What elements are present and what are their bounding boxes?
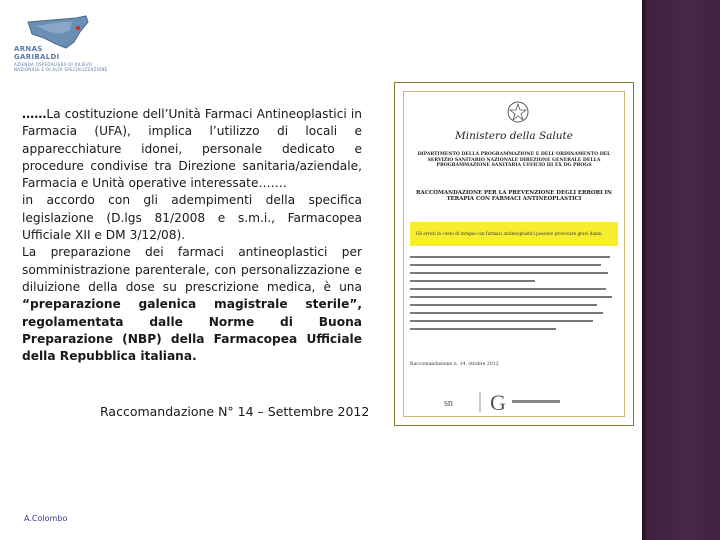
document-title: RACCOMANDAZIONE PER LA PREVENZIONE DEGLI ERRORI IN TERAPIA CON FARMACI ANTINEOPLASTICI (416, 190, 612, 203)
document-body-lines (410, 256, 618, 336)
italian-republic-emblem-icon (506, 100, 530, 124)
recommendation-caption: Raccomandazione N° 14 – Settembre 2012 (100, 404, 370, 419)
recommendation-document-image (394, 82, 634, 426)
document-highlight-bar: Gli errori in corso di terapia con farmaci antineoplastici possono provocare gravi danni (410, 222, 618, 246)
svg-text:sn: sn (444, 398, 453, 409)
svg-text:G: G (490, 390, 506, 414)
author-footer: A.Colombo (24, 514, 68, 523)
decorative-side-panel (642, 0, 720, 540)
paragraph-preparation-bold: “preparazione galenica magistrale sterile”, regolamentata dalle Norme di Buona Preparazione (NBP) della Farmacopea Ufficiale della Repubblica italiana. (22, 297, 362, 364)
document-footer-logos-icon (444, 390, 624, 414)
main-body-text (22, 106, 362, 365)
document-page (403, 91, 625, 417)
side-panel-edge (642, 0, 645, 540)
paragraph-ufa-text: La costituzione dell’Unità Farmaci Antineoplastici in Farmacia (UFA), implica l’utilizzo di locali e apparecchiature idonei, personale dedicato e procedure condivise tra Direzione sanitaria/aziendale, Farmacia e Unità operative interessate……. (22, 107, 362, 191)
arnas-garibaldi-logo (14, 12, 106, 72)
document-ministry-heading: Ministero della Salute (455, 130, 573, 142)
paragraph-preparation-text: La preparazione dei farmaci antineoplastici per somministrazione parenterale, con personalizzazione e diluizione della dose su prescrizione medica, è una (22, 245, 362, 294)
paragraph-ufa (22, 106, 362, 192)
logo-text-arnas: ARNAS (14, 45, 43, 53)
document-date: Raccomandazione n. 14, ottobre 2012 (410, 362, 499, 367)
paragraph-legislation: in accordo con gli adempimenti della specifica legislazione (D.lgs 81/2008 e s.m.i., Farmacopea Ufficiale XII e DM 3/12/08). (22, 193, 362, 243)
logo-text-subtitle-1: AZIENDA OSPEDALIERA DI RILIEVO (14, 62, 93, 67)
logo-text-garibaldi: GARIBALDI (14, 53, 60, 61)
document-department-text: DIPARTIMENTO DELLA PROGRAMMAZIONE E DELL'ORDINAMENTO DEL SERVIZIO SANITARIO NAZIONALE DIREZIONE GENERALE DELLA PROGRAMMAZIONE SANITARIA UFFICIO III EX DG PROGS (417, 152, 611, 168)
paragraph-preparation (22, 244, 362, 365)
logo-text-subtitle-2: NAZIONALE E DI ALTA SPECIALIZZAZIONE (14, 67, 108, 72)
leading-ellipsis: …… (22, 107, 47, 121)
